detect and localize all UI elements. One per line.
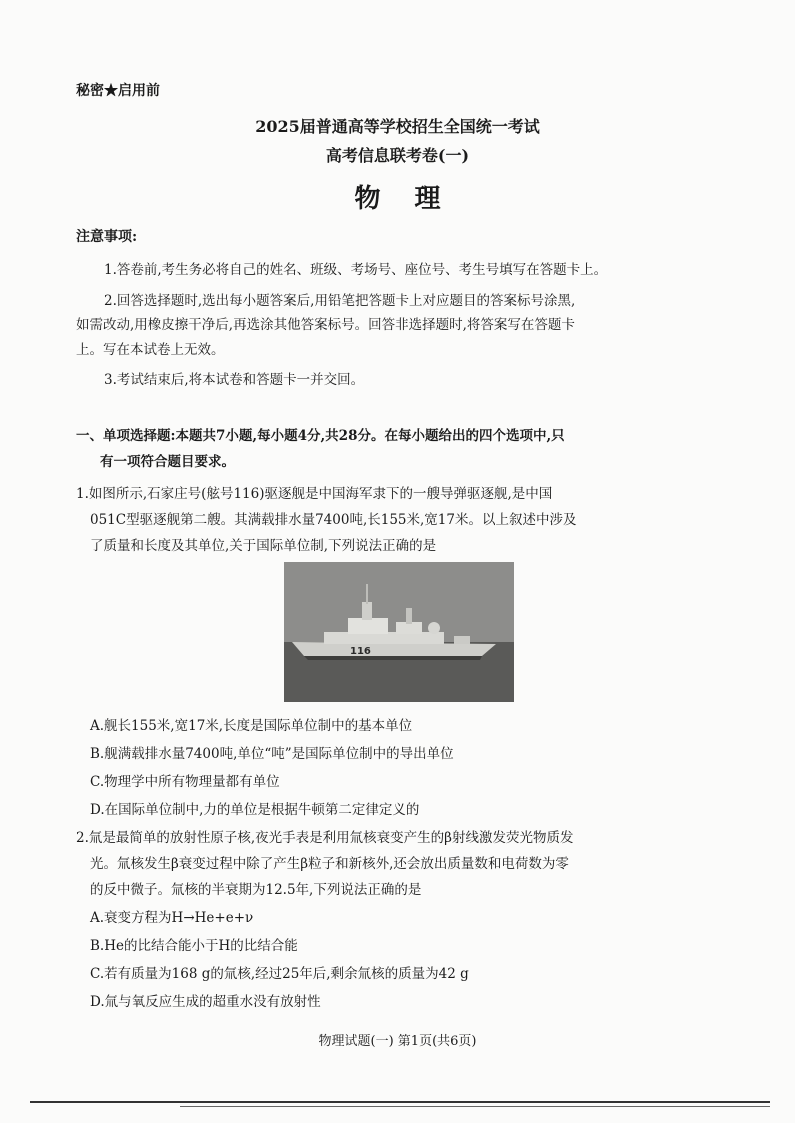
subject-title: 物理	[354, 184, 475, 214]
q2-option-a	[90, 906, 253, 926]
q1-option-a: A.舰长155米,宽17米,长度是国际单位制中的基本单位	[90, 718, 413, 734]
q2-stem-line-3: 的反中微子。氚核的半衰期为12.5年,下列说法正确的是	[90, 882, 422, 898]
q2-option-d: D.氚与氧反应生成的超重水没有放射性	[90, 994, 321, 1010]
q1-option-c: C.物理学中所有物理量都有单位	[90, 774, 280, 790]
q2-stem-line-2: 光。氚核发生β衰变过程中除了产生β粒子和新核外,还会放出质量数和电荷数为零	[90, 856, 569, 872]
page-footer: 物理试题(一) 第1页(共6页)	[318, 1034, 477, 1049]
q1-option-b: B.舰满载排水量7400吨,单位“吨”是国际单位制中的导出单位	[90, 746, 454, 762]
section-heading-line-1: 一、单项选择题:本题共7小题,每小题4分,共28分。在每小题给出的四个选项中,只	[76, 428, 565, 444]
q2-option-b-mid: He的比结合能小于	[104, 938, 219, 954]
q2-option-a-prefix: A.衰变方程为	[90, 910, 172, 926]
q2-option-b	[90, 934, 298, 954]
notice-item-1: 1.答卷前,考生务必将自己的姓名、班级、考场号、座位号、考生号填写在答题卡上。	[104, 262, 608, 278]
scan-edge-line	[30, 1101, 770, 1103]
q1-stem-line-2: 051C型驱逐舰第二艘。其满载排水量7400吨,长155米,宽17米。以上叙述中涉及	[90, 512, 577, 528]
notice-item-2-line-1: 2.回答选择题时,选出每小题答案后,用铅笔把答题卡上对应题目的答案标号涂黑,	[104, 293, 576, 309]
notice-item-2-line-3: 上。写在本试卷上无效。	[76, 342, 225, 358]
scan-edge-line-secondary	[180, 1106, 770, 1107]
decay-equation: H→He+e+ν	[171, 910, 254, 926]
destroyer-ship-illustration	[284, 562, 514, 702]
q2-option-c: C.若有质量为168 g的氚核,经过25年后,剩余氚核的质量为42 g	[90, 966, 469, 982]
notice-item-3: 3.考试结束后,将本试卷和答题卡一并交回。	[104, 372, 365, 388]
notice-item-2-line-2: 如需改动,用橡皮擦干净后,再选涂其他答案标号。回答非选择题时,将答案写在答题卡	[76, 317, 575, 333]
destroyer-photo	[284, 562, 514, 702]
hull-number: 116	[350, 646, 371, 657]
q2-option-b-end: H的比结合能	[218, 938, 298, 954]
q2-option-b-prefix: B.	[90, 938, 105, 954]
confidential-mark: 秘密★启用前	[76, 83, 160, 99]
q2-stem-line-1: 2.氚是最简单的放射性原子核,夜光手表是利用氚核衰变产生的β射线激发荧光物质发	[76, 830, 574, 846]
exam-title: 2025届普通高等学校招生全国统一考试	[255, 117, 540, 136]
q1-stem-line-1: 1.如图所示,石家庄号(舷号116)驱逐舰是中国海军隶下的一艘导弹驱逐舰,是中国	[76, 486, 553, 502]
q1-stem-line-3: 了质量和长度及其单位,关于国际单位制,下列说法正确的是	[90, 538, 437, 554]
section-heading-line-2: 有一项符合题目要求。	[100, 454, 235, 470]
exam-subtitle: 高考信息联考卷(一)	[325, 146, 470, 165]
q1-option-d: D.在国际单位制中,力的单位是根据牛顿第二定律定义的	[90, 802, 420, 818]
notice-heading: 注意事项:	[76, 229, 138, 245]
